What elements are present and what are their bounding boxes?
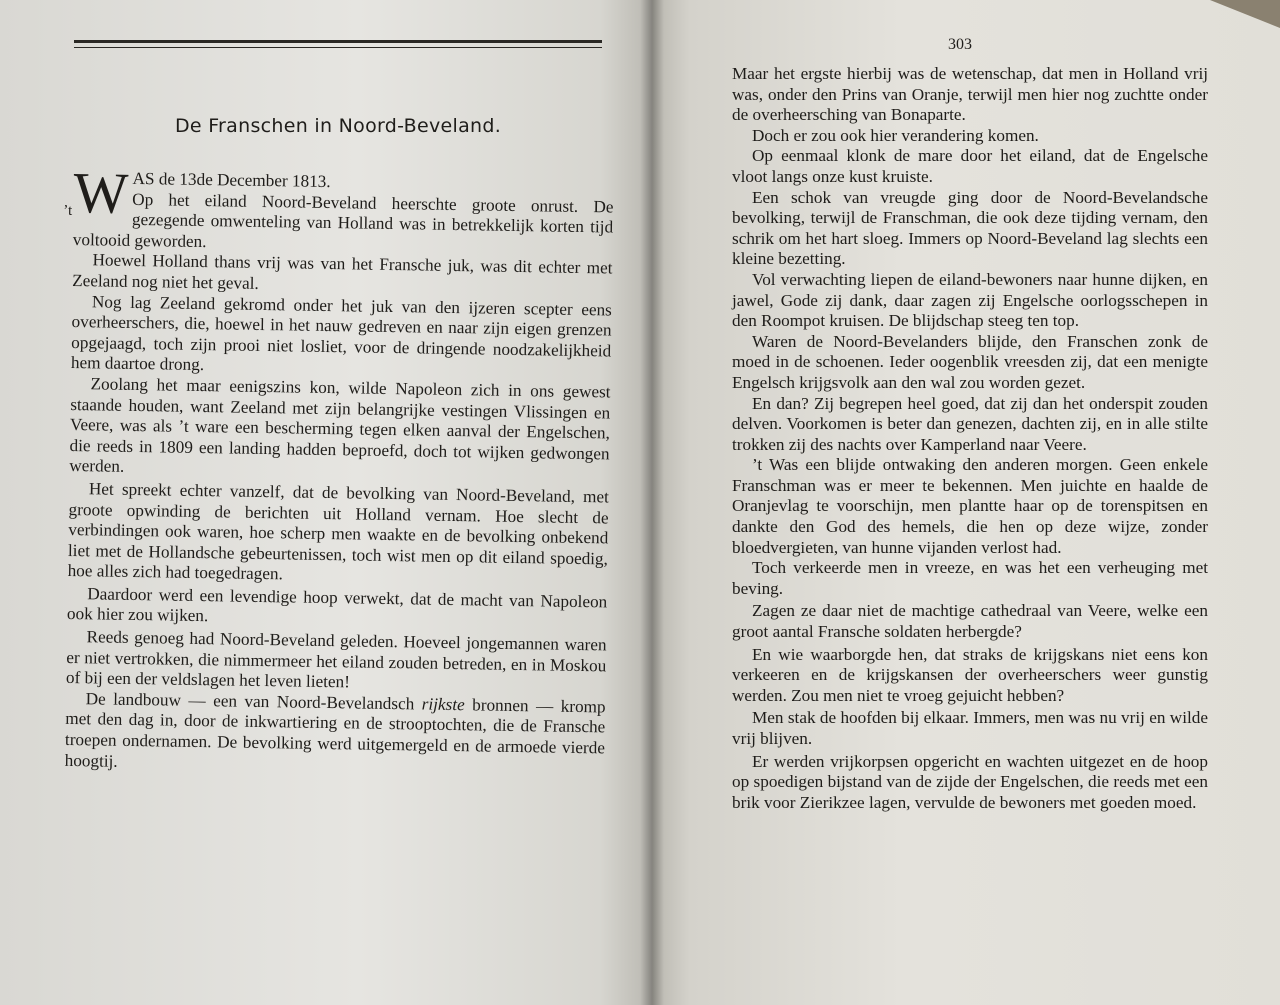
paragraph: Het spreekt echter vanzelf, dat de bevolking van Noord-Beveland, met groote opwinding de berichten uit Holland vernam. Hoe slecht de verbindingen ook waren, hoe scherp men waakte en de bevolking onbekend liet met de Hollandsche gebeurtenissen, toch wist men op dit eiland spoedig, hoe alles zich had toegedragen.	[67, 479, 610, 584]
paragraph: Op eenmaal klonk de mare door het eiland, dat de Engelsche vloot langs onze kust kruiste.	[732, 146, 1208, 186]
paragraph: ’t Was een blijde ontwaking den anderen morgen. Geen enkele Franschman was er meer te bekennen. Men juichte en haalde de Oranjevlag te voorschijn, men plantte haar op de torenspitsen en dankte den God des hemels, die hen op deze wijze, zonder bloedvergieten, van hunne vijanden verlost had.	[732, 455, 1208, 557]
paragraph: Op het eiland Noord-Beveland heerschte groote onrust. De gezegende omwenteling van Holland was in betrekkelijk korten tijd voltooid geworden.	[72, 189, 614, 251]
paragraph: Reeds genoeg had Noord-Beveland geleden. Hoeveel jongemannen waren er niet vertrokken, die nimmermeer het eiland zouden betreden, en in Moskou of bij een der veldslagen het leven lieten!	[65, 627, 607, 692]
right-text-column	[732, 64, 1208, 813]
paragraph: Maar het ergste hierbij was de wetenschap, dat men in Holland vrij was, onder den Prins van Oranje, terwijl men hier nog zuchtte onder de overheersching van Bonaparte.	[732, 64, 1208, 125]
paragraph: Doch er zou ook hier verandering komen.	[752, 125, 1039, 145]
text-run: bronnen — kromp met den dag in, door de inkwartiering en de strooptochten, die de Fransche troepen ondernamen. De bevolking werd uitgemergeld en de armoede vierde hoogtij.	[64, 695, 606, 771]
paragraph: Een schok van vreugde ging door de Noord-Bevelandsche bevolking, terwijl de Franschman, die ook deze tijding vernam, den schrik om het hart sloeg. Immers op Noord-Beveland lag slechts een kleine bezetting.	[732, 187, 1208, 269]
paragraph: Nog lag Zeeland gekromd onder het juk van den ijzeren scepter eens overheerschers, die, hoewel in het nauw gedreven en naar zijn eigen grenzen opgejaagd, toch zijn prooi niet losliet, voor de dringende noodzakelijkheid hem daartoe drong.	[70, 291, 612, 375]
header-rule-thin	[74, 47, 602, 48]
paragraph: En wie waarborgde hen, dat straks de krijgskans niet eens kon verkeeren en de krijgskansen der overheerschers weer gunstig werden. Zou men niet te vroeg gejuicht hebben?	[732, 644, 1208, 705]
drop-cap-prefix: ’t	[63, 202, 73, 219]
paragraph: Er werden vrijkorpsen opgericht en wachten uitgezet en de hoop op spoedigen bijstand van de zijde der Engelschen, die reeds met een brik voor Zierikzee lagen, vervulde de bewoners met goeden moed.	[732, 751, 1208, 812]
paragraph: Waren de Noord-Bevelanders blijde, den Franschen zonk de moed in de schoenen. Ieder oogenblik vreesden zij, dat een menigte Engelsch krijgsvolk aan den wal zou worden gezet.	[732, 331, 1208, 392]
drop-cap	[63, 160, 129, 226]
drop-cap-letter: W	[73, 160, 129, 226]
paragraph: En dan? Zij begrepen heel goed, dat zij dan het onderspit zouden delven. Voorkomen is beter dan genezen, dachten zij, en in alle stilte trokken zij des nachts over Kamperland naar Veere.	[732, 393, 1208, 454]
page-number: 303	[948, 36, 972, 53]
left-text-column	[63, 160, 614, 780]
paragraph: Vol verwachting liepen de eiland-bewoners naar hunne dijken, en jawel, Gode zij dank, daar zagen zij Engelsche oorlogsschepen in den Roompot kruisen. De blijdschap steeg ten top.	[732, 269, 1208, 331]
paragraph: Men stak de hoofden bij elkaar. Immers, men was nu vrij en wilde vrij blijven.	[732, 708, 1208, 748]
book-gutter	[640, 0, 664, 1005]
paragraph: Hoewel Holland thans vrij was van het Fransche juk, was dit echter met Zeeland nog niet het geval.	[72, 250, 613, 293]
paragraph: Zoolang het maar eenigszins kon, wilde Napoleon zich in ons gewest staande houden, want Zeeland met zijn belangrijke vestingen Vlissingen en Veere, was als ’t ware een bescherming tegen elken aanval der Engelschen, die reeds in 1809 een landing hadden beproefd, doch tot wijken gedwongen werden.	[69, 374, 611, 477]
chapter-title: De Franschen in Noord-Beveland.	[174, 115, 502, 137]
paragraph: Toch verkeerde men in vreeze, en was het een verheuging met beving.	[732, 558, 1208, 598]
paragraph: Zagen ze daar niet de machtige cathedraal van Veere, welke een groot aantal Fransche soldaten herbergde?	[732, 601, 1208, 642]
opening-paragraph	[63, 160, 614, 259]
opening-line: AS de 13de December 1813.	[132, 168, 331, 192]
italic-word: rijkste	[421, 694, 465, 715]
paragraph-last	[65, 689, 606, 780]
header-rule	[74, 40, 602, 48]
text-run: De landbouw — een van Noord-Bevelandsch	[85, 689, 415, 714]
header-rule-thick	[74, 40, 602, 43]
paragraph: Daardoor werd een levendige hoop verwekt, dat de macht van Napoleon ook hier zou wijken.	[66, 584, 608, 626]
